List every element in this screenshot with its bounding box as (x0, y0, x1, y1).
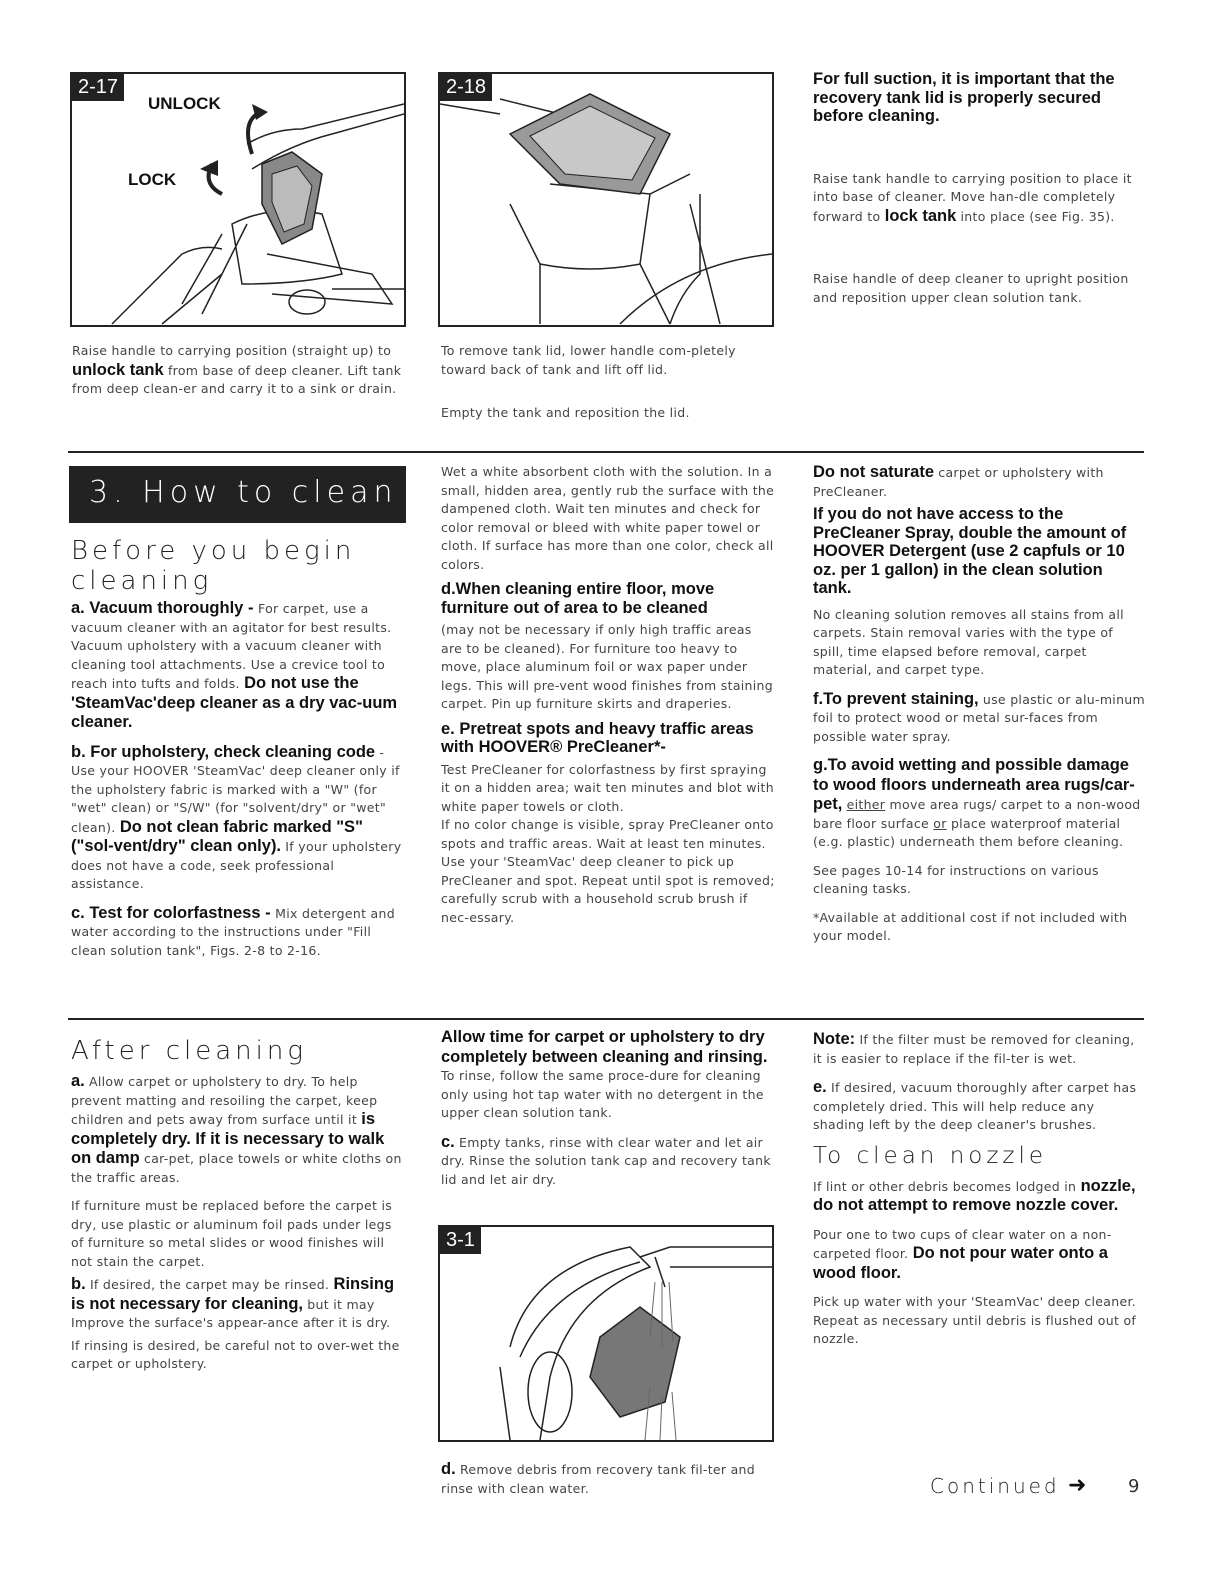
section-divider (68, 1018, 1144, 1020)
page-number: 9 (1128, 1476, 1140, 1497)
step-a: a. Vacuum thoroughly - For carpet, use a vacuum cleaner with an agitator for best results. Vacuum upholstery with a vacuum cleaner with cleaning tool attachments. Use a crevice tool to reach into tufts and folds. Do not use the 'SteamVac'deep cleaner as a dry vac-uum cleaner. (71, 599, 398, 731)
filter-rinse-illustration (440, 1227, 772, 1440)
after-step-c: c. Empty tanks, rinse with clear water and let air dry. Rinse the solution tank cap and recovery tank lid and let air dry. (441, 1132, 771, 1187)
nozzle-warning: If lint or other debris becomes lodged in nozzle, do not attempt to remove nozzle cover. (813, 1176, 1136, 1214)
after-right-column (813, 1030, 1145, 1349)
step-d-title: d.When cleaning entire floor, move furniture out of area to be cleaned (441, 580, 715, 617)
colorfastness-test: Wet a white absorbent cloth with the solution. In a small, hidden area, gently rub the surface with the dampened cloth. Wait ten minutes and check for color removal or bleed with white paper towel or cloth. If surface has more than one color, check all colors. (441, 464, 775, 572)
tank-unlock-illustration (72, 74, 404, 325)
figure-2-18 (438, 72, 774, 327)
continued-label: Continued (930, 1474, 1060, 1498)
step-g: g.To avoid wetting and possible damage to wood floors underneath area rugs/car-pet, either move area rugs/ carpet to a non-wood bare floor surface or place waterproof material (e.g. plastic) underneath them before cleaning. (813, 756, 1141, 849)
pickup-step: Pick up water with your 'SteamVac' deep cleaner. Repeat as necessary until debris is flushed out of nozzle. (813, 1294, 1137, 1346)
section-banner (69, 466, 406, 523)
step-c: c. Test for colorfastness - Mix detergent and water according to the instructions under "Fill clean solution tank", Figs. 2-8 to 2-16. (71, 903, 395, 958)
suction-notice: For full suction, it is important that the recovery tank lid is properly secured before cleaning. (813, 70, 1115, 125)
step-d-text: (may not be necessary if only high traffic areas are to be cleaned). For furniture too heavy to move, place aluminum foil or wax paper under legs. This will pre-vent wood finishes from staining carpet. Pin up furniture skirts and draperies. (441, 622, 774, 711)
middle-column (441, 463, 776, 927)
stain-notice: No cleaning solution removes all stains from all carpets. Stain removal varies with the type of spill, time elapsed before removal, carpet material, and carpet type. (813, 606, 1124, 677)
saturate-warning: Do not saturate carpet or upholstery with PreCleaner. (813, 463, 1104, 499)
step-e-text-2: If no color change is visible, spray PreCleaner onto spots and traffic areas. Wait at least ten minutes. Use your 'SteamVac' deep cleaner to pick up PreCleaner and spot. Repeat until spot is removed; carefully scrub with a household scrub brush if nec-essary. (441, 817, 775, 925)
figure-label: 3-1 (440, 1227, 481, 1254)
filter-note: Note: If the filter must be removed for cleaning, it is easier to replace if the fil-ter is wet. (813, 1030, 1135, 1066)
furniture-note: If furniture must be replaced before the carpet is dry, use plastic or aluminum foil pads under legs of furniture so metal slides or wood finishes will not stain the carpet. (71, 1198, 393, 1269)
unlock-label: UNLOCK (148, 94, 221, 113)
after-column (71, 1072, 406, 1374)
after-heading: After cleaning (71, 1036, 307, 1066)
footer (930, 1474, 1145, 1504)
before-column (71, 599, 406, 960)
step-e-title: e. Pretreat spots and heavy traffic areas with HOOVER® PreCleaner*- (441, 719, 754, 756)
after-step-d: d. Remove debris from recovery tank fil-ter and rinse with clean water. (441, 1460, 756, 1496)
before-heading: Before you begin cleaning (71, 536, 356, 596)
step-b: b. For upholstery, check cleaning code - Use your HOOVER 'SteamVac' deep cleaner only if the upholstery fabric is marked with a "W" (for "wet" clean) or "S/W" (for "solvent/dry" or "wet" clean). Do not clean fabric marked "S" ("sol-vent/dry" clean only). If your upholstery does not have a code, seek professional assistance. (71, 742, 402, 891)
tank-lid-illustration (440, 74, 772, 325)
reposition-instructions: Raise handle of deep cleaner to upright position and reposition upper clean solution tank. (813, 271, 1129, 305)
step-f: f.To prevent staining, use plastic or alu-minum foil to protect wood or metal sur-faces from possible water spray. (813, 689, 1145, 744)
figure-3-1 (438, 1225, 774, 1442)
after-step-b: b. If desired, the carpet may be rinsed. Rinsing is not necessary for cleaning, but it may Improve the surface's appear-ance after it is dry. (71, 1275, 395, 1330)
access-warning: If you do not have access to the PreCleaner Spray, double the amount of HOOVER Detergent (use 2 capfuls or 10 oz. per 1 gallon) in the clean solution tank. (813, 505, 1127, 597)
after-step-a: a. Allow carpet or upholstery to dry. To help prevent matting and resoiling the carpet, keep children and pets away from surface until it is completely dry. If it is necessary to walk on damp car-pet, place towels or white cloths on the traffic areas. (71, 1072, 402, 1185)
figure-2-18-caption-2: Empty the tank and reposition the lid. (441, 405, 690, 420)
pour-water-step: Pour one to two cups of clear water on a non-carpeted floor. Do not pour water onto a wood floor. (813, 1226, 1112, 1282)
figure-2-17-caption: Raise handle to carrying position (straight up) to unlock tank from base of deep cleaner. Lift tank from deep clean-er and carry it to a sink or drain. (72, 343, 402, 396)
figure-2-17 (70, 72, 406, 327)
section-divider (68, 451, 1144, 453)
top-right-column (813, 70, 1145, 307)
figure-label: 2-18 (440, 74, 492, 101)
step-e-text: Test PreCleaner for colorfastness by first spraying it on a hidden area; wait ten minutes and blot with white paper towels or cloth. (441, 761, 774, 814)
lock-label: LOCK (128, 170, 177, 189)
after-step-e: e. If desired, vacuum thoroughly after carpet has completely dried. This will help reduce any shading left by the deep cleaner's brushes. (813, 1078, 1137, 1132)
rinse-note: If rinsing is desired, be careful not to over-wet the carpet or upholstery. (71, 1337, 400, 1371)
right-column (813, 463, 1145, 946)
after-middle-column (441, 1028, 776, 1189)
availability-note: *Available at additional cost if not included with your model. (813, 909, 1128, 943)
lock-tank-instructions: Raise tank handle to carrying position to place it into base of cleaner. Move han-dle completely forward to lock tank into place (see Fig. 35). (813, 170, 1132, 225)
section-banner-title: 3. How to clean (89, 475, 398, 510)
nozzle-heading: To clean nozzle (813, 1142, 1048, 1169)
figure-2-18-caption: To remove tank lid, lower handle com-pletely toward back of tank and lift off lid. (441, 343, 736, 377)
arrow-icon: ➜ (1068, 1472, 1087, 1497)
see-pages: See pages 10-14 for instructions on various cleaning tasks. (813, 862, 1099, 896)
figure-label: 2-17 (72, 74, 124, 101)
dry-time-note: Allow time for carpet or upholstery to dry completely between cleaning and rinsing. To rinse, follow the same proce-dure for cleaning only using hot tap water with no detergent in the upper clean solution tank. (441, 1028, 768, 1120)
